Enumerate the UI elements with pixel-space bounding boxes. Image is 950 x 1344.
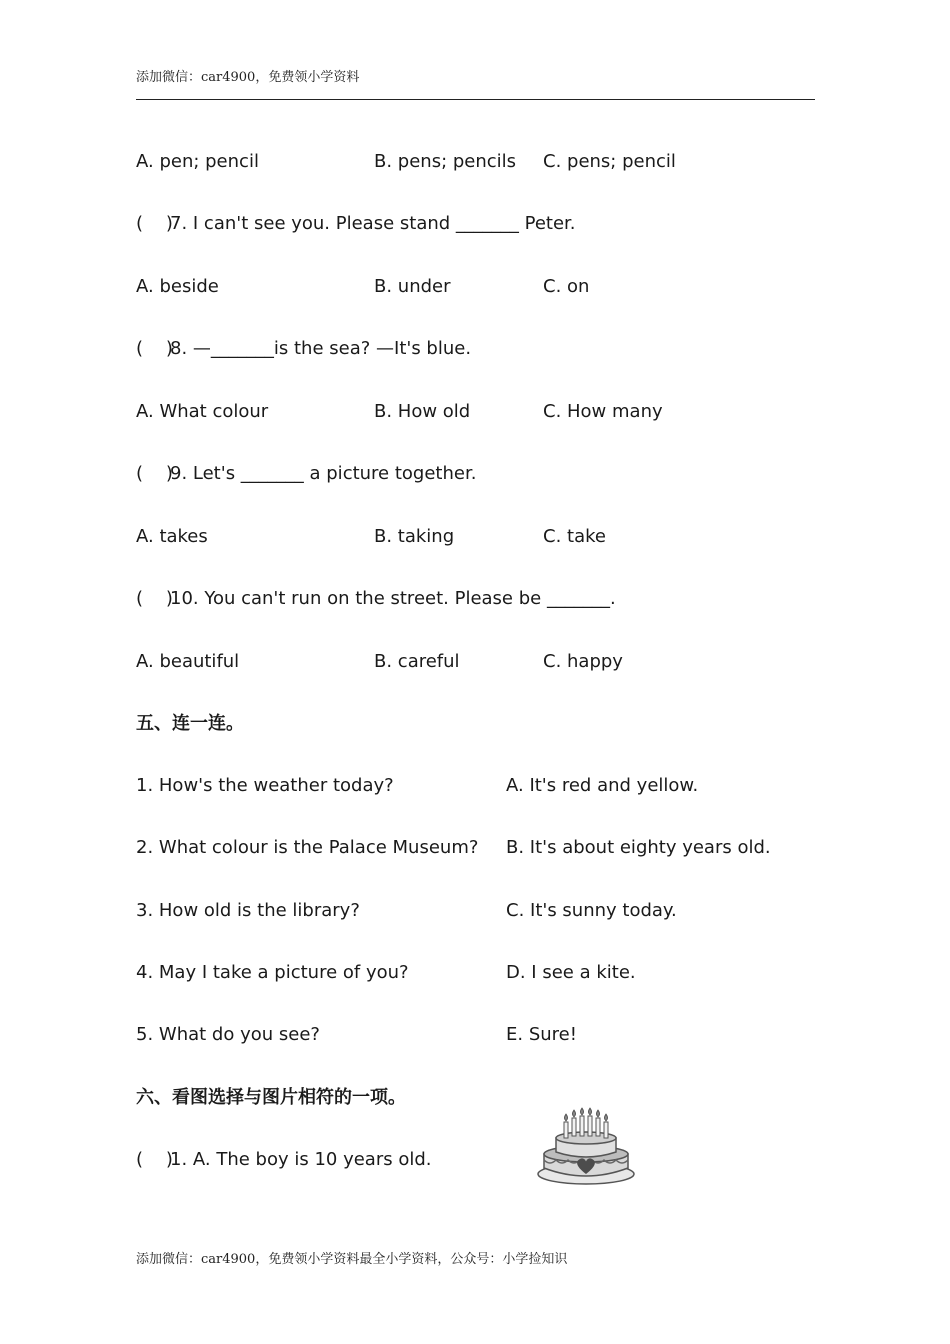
answer-blank[interactable]: ( ) [136, 1149, 173, 1170]
section-6-question-1 [136, 1148, 432, 1172]
answer-blank[interactable]: ( ) [136, 213, 173, 234]
question-10 [136, 587, 616, 611]
q10-option-a: A. beautiful [136, 651, 240, 672]
page-header: 添加微信：car4900，免费领小学资料 [136, 70, 360, 85]
match-left-item[interactable]: 2. What colour is the Palace Museum? [136, 837, 479, 858]
q6-option-a: A. pen; pencil [136, 151, 259, 172]
answer-blank[interactable]: ( ) [136, 338, 173, 359]
birthday-cake-icon [534, 1104, 638, 1188]
question-text: 10. You can't run on the street. Please be _______. [170, 588, 616, 609]
question-text: 9. Let's _______ a picture together. [170, 463, 477, 484]
q7-option-a: A. beside [136, 276, 219, 297]
q8-option-c: C. How many [543, 401, 663, 422]
answer-blank[interactable]: ( ) [136, 463, 173, 484]
q10-option-c: C. happy [543, 651, 623, 672]
answer-blank[interactable]: ( ) [136, 588, 173, 609]
match-left-item[interactable]: 4. May I take a picture of you? [136, 962, 409, 983]
q10-option-b: B. careful [374, 651, 460, 672]
header-divider [136, 99, 815, 100]
match-right-item[interactable]: E. Sure! [506, 1024, 577, 1045]
question-7 [136, 212, 576, 236]
question-8 [136, 337, 471, 361]
q6-option-b: B. pens; pencils [374, 151, 517, 172]
page-footer: 添加微信：car4900，免费领小学资料最全小学资料，公众号：小学捡知识 [136, 1252, 568, 1267]
question-text: 7. I can't see you. Please stand _______ Peter. [170, 213, 576, 234]
match-left-item[interactable]: 1. How's the weather today? [136, 775, 394, 796]
match-right-item[interactable]: D. I see a kite. [506, 962, 636, 983]
q7-option-b: B. under [374, 276, 451, 297]
question-text: 8. —_______is the sea? —It's blue. [170, 338, 472, 359]
q8-option-b: B. How old [374, 401, 471, 422]
q7-option-c: C. on [543, 276, 590, 297]
question-text: 1. A. The boy is 10 years old. [170, 1149, 432, 1170]
section-6-title: 六、看图选择与图片相符的一项。 [136, 1087, 406, 1108]
match-left-item[interactable]: 5. What do you see? [136, 1024, 320, 1045]
q9-option-a: A. takes [136, 526, 208, 547]
q8-option-a: A. What colour [136, 401, 269, 422]
q9-option-b: B. taking [374, 526, 455, 547]
question-9 [136, 462, 476, 486]
match-right-item[interactable]: C. It's sunny today. [506, 900, 677, 921]
match-left-item[interactable]: 3. How old is the library? [136, 900, 360, 921]
q6-option-c: C. pens; pencil [543, 151, 676, 172]
q9-option-c: C. take [543, 526, 606, 547]
match-right-item[interactable]: B. It's about eighty years old. [506, 837, 771, 858]
section-5-title: 五、连一连。 [136, 713, 244, 734]
match-right-item[interactable]: A. It's red and yellow. [506, 775, 699, 796]
